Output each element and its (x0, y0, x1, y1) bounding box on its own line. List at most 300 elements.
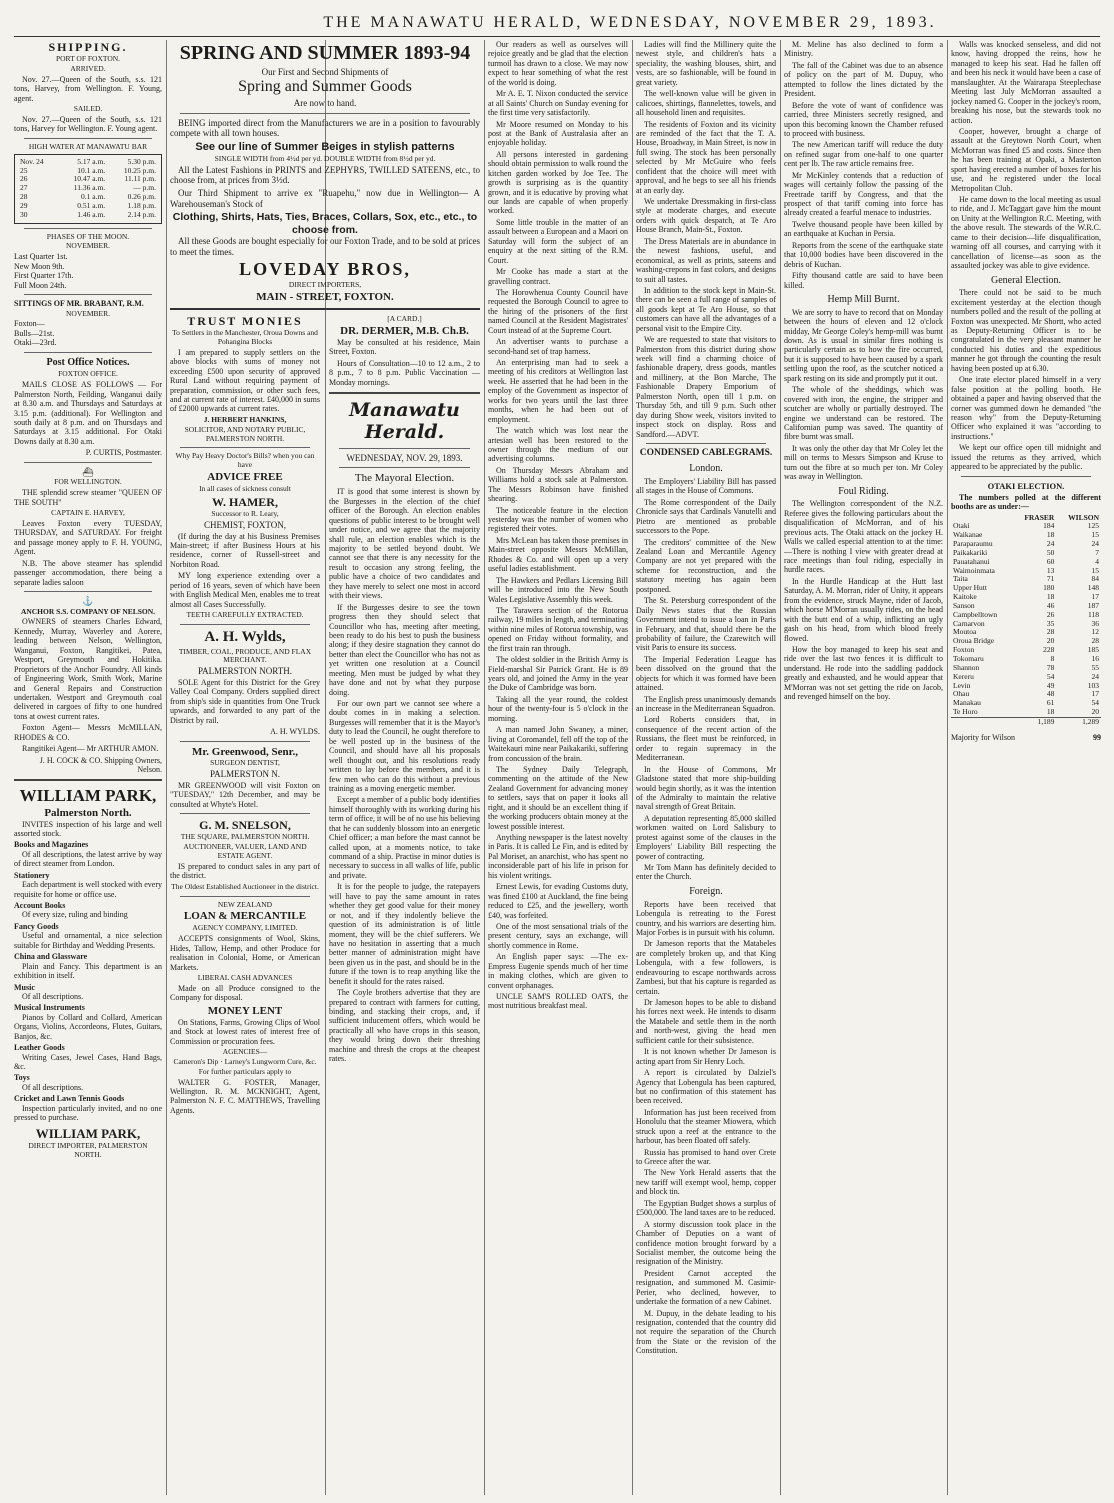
william-park-section-heading: Leather Goods (14, 1043, 65, 1053)
cablegram-paragraph: Mr Tom Mann has definitely decided to enter the Church. (636, 863, 776, 882)
otaki-booth: Foxton (953, 645, 975, 655)
william-park-section-heading: Account Books (14, 901, 66, 910)
william-park-section-text: Of every size, ruling and binding (22, 910, 128, 920)
tide-cell: 10.1 a.m. (77, 165, 106, 175)
liberal-heading: LIBERAL CASH ADVANCES (197, 973, 293, 983)
wellington-nb: N.B. The above steamer has splendid passenger accommodation, there being a separate ladies saloon (14, 558, 162, 587)
otaki-wilson: 28 (1091, 636, 1099, 646)
news-paragraph: The Horowhenua County Council have requested the Borough Council to agree to the hiring of the prisoners of the first named Council at the Resident Magistrates' Court instead of at the Supreme Court. (488, 287, 628, 335)
column-cablegrams (636, 40, 776, 1495)
otaki-booth: Tokomaru (953, 654, 984, 663)
otaki-row (951, 567, 1101, 576)
loveday-sub: DIRECT IMPORTERS, (288, 280, 362, 290)
cablegram-paragraph: Lord Roberts considers that, in consequence of the recent action of the Russians, the fleet must be reinforced, in order to regain supremacy in the Mediterranean. (636, 715, 776, 763)
editorial-paragraph: For our own part we cannot see where a doubt comes in in making a selection. Burgesses will remember that it is the Mayor's duty to lead the Council, he ought therefore to be well posted up in the business of the Council, and should have all his proposals well thought out, and his resolutions ready written to lay before the members, and it is few men who can do this without a previous training as a moving energetic member. (329, 699, 480, 793)
tide-row (18, 211, 158, 220)
otaki-booth: Otaki (953, 521, 970, 531)
spring-line3: Are now to hand. (293, 98, 357, 109)
otaki-booth: Pauatahanui (953, 556, 990, 566)
otaki-fraser: 35 (1046, 618, 1055, 628)
otaki-wilson: 36 (1091, 618, 1099, 628)
nz-heading: NEW ZEALAND (217, 899, 273, 909)
drapery-paragraph: We are requested to state that visitors to Palmerston from this district during show week will find a charming choice of fashionable drapery, dress goods, mantles and millinery, at the Bon Marche, The Fashionable Drapery Emporium of Palmerston North, open till 1 p.m. on Thursday 5th, and till 9 p.m. Such other day during Show week, visitors invited to inspect stock on display. Ross and Sandford.—ADVT. (636, 335, 776, 439)
drapery-paragraph: We undertake Dressmaking in first-class style at moderate charges, and execute orders with quick despatch, at Te Aro House Branch, Main-St., Foxton. (636, 197, 776, 235)
column-election (951, 40, 1101, 1495)
otaki-booth: Te Horo (953, 707, 978, 717)
news-paragraph: Reports from the scene of the earthquake state that 10,000 bodies have been discovered in the debris of Kuchan. (784, 240, 943, 269)
tide-cell: 1.46 a.m. (77, 209, 106, 219)
racing-paragraph: He came down to the local meeting as usual to ride, and J. McTaggart gave him the mount on Unity at the Wellington R.C. Meeting, with the above result. The stewards of the W.R.C. came to their decision—life disqualification, warning off all courses, and carrying with it cancellation of license—as soon as the assaulted jockey was able to give evidence. (951, 195, 1101, 271)
spring-clothing: Clothing, Shirts, Hats, Ties, Braces, Collars, Sox, etc., etc., to choose from. (172, 211, 478, 236)
otaki-totals-label (951, 717, 1013, 726)
trust-sign: J. HERBERT HANKINS, (203, 414, 287, 424)
trust-heading: TRUST MONIES (187, 314, 303, 328)
news-paragraph: On Thursday Messrs Abraham and Williams hold a stock sale at Palmerston. The Messrs Robinson have finished shearing. (488, 465, 628, 504)
snelson-role: AUCTIONEER, VALUER, LAND AND ESTATE AGENT. (183, 842, 307, 861)
foreign-paragraph: The New York Herald asserts that the new tariff will exempt wool, hemp, copper and block tin. (636, 1168, 776, 1197)
otaki-wilson: 103 (1087, 680, 1099, 690)
foreign-paragraph: President Carnot accepted the resignation, and summoned M. Casimir-Perier, who declined, however, to undertake the formation of a new Cabinet. (636, 1268, 776, 1307)
foreign-body (636, 900, 776, 1356)
column-rule (947, 40, 948, 1495)
foreign-paragraph: Information has just been received from Honolulu that the steamer Miowera, which struck upon a reef at the entrance to the harbour, has been floated off safely. (636, 1107, 776, 1146)
wellington-heading: FOR WELLINGTON. (54, 477, 122, 487)
news-paragraph: Mr McKinley contends that a reduction of wages will certainly follow the passing of the Freetrade tariff by Congress, and that the prospect of that tariff coming into force has already created a fearful menace to industries. (784, 170, 943, 218)
otaki-booth: Manakau (953, 698, 981, 708)
otaki-booth: Oroua Bridge (953, 636, 995, 646)
tide-table (14, 154, 162, 224)
editorial-body (329, 487, 480, 1063)
loan-sub: AGENCY COMPANY, LIMITED. (192, 923, 298, 933)
otaki-booth: Paikakariki (953, 547, 988, 557)
otaki-total-wilson: 1,289 (1082, 716, 1099, 726)
otaki-wilson: 118 (1088, 609, 1099, 619)
otaki-fraser: 18 (1046, 707, 1055, 717)
william-park-section-text: Useful and ornamental, a nice selection suitable for Birthday and Wedding Presents. (14, 931, 162, 950)
spring-title: SPRING AND SUMMER 1893-94 (179, 42, 471, 64)
money-heading: MONEY LENT (207, 1004, 283, 1017)
liberal-body: Made on all Produce consigned to the Company for disposal. (170, 983, 320, 1003)
column-news (784, 40, 943, 1495)
loan-heading: LOAN & MERCANTILE (183, 910, 307, 923)
otaki-wilson: 187 (1087, 600, 1099, 610)
otaki-fraser: 24 (1046, 539, 1055, 549)
otaki-wilson: 7 (1095, 547, 1099, 557)
hemp-paragraph: It was only the other day that Mr Coley let the mill on terms to Messrs Simpson and Kruse to turn out the fibre at so much per ton. Mr Coley was away in Wellington. (784, 443, 943, 482)
tide-cell: 0.1 a.m. (81, 192, 106, 202)
spring-body: BEING imported direct from the Manufacturers we are in a position to favourably compete with all town houses. (170, 117, 480, 139)
spring-widths: SINGLE WIDTH from 4½d per yd. DOUBLE WIDTH from 8½d per yd. (214, 153, 436, 163)
column-rule (632, 40, 633, 1495)
hamer-sub: Successor to R. Leary, (211, 509, 279, 519)
moon-list (14, 252, 162, 290)
william-park-section-text: Each department is well stocked with every requisite for home or office use. (14, 880, 162, 899)
otaki-booth: Paraparaumu (953, 539, 993, 549)
trust-intro: To Settlers in the Manchester, Oroua Downs and Pohangina Blocks (172, 328, 318, 346)
otaki-fraser: 18 (1046, 530, 1055, 540)
general-election-paragraph: We kept our office open till midnight and issued the returns as they arrived, which appeared to be appreciated by the public. (951, 443, 1101, 472)
tide-cell: 1.18 p.m. (127, 200, 156, 210)
hamer-body: (If during the day at his Business Premises Main-street; if after Business Hours at his residence, corner of Russell-street and Norbiton Road. (170, 531, 320, 569)
william-park-section-text: Writing Cases, Jewel Cases, Hand Bags, &c. (14, 1052, 162, 1071)
snelson-foot: The Oldest Established Auctioneer in the district. (171, 881, 319, 891)
tide-cell: 0.51 a.m. (77, 200, 106, 210)
spring-fashions: All the Latest Fashions in PRINTS and ZEPHYRS, TWILLED SATEENS, etc., to choose from, at prices from 3½d. (170, 164, 480, 186)
sailed-label: SAILED. (73, 104, 103, 114)
foreign-paragraph: Dr Jameson hopes to be able to disband his forces next week. He intends to disarm the Matabele and settle them in the north and north-west, giving the head men sufficient cattle for their subsistence. (636, 998, 776, 1045)
cablegrams-place: London. (689, 463, 723, 475)
anchor-text: OWNERS of steamers Charles Edward, Kennedy, Murray, Waverley and Aorere, leading between Nelson, Wellington, Wanganui, Foxton, Rangitikei, Patea, Westport, Greymouth and Hokitika. Proprietors of the Anchor Foundry. All kinds of Engineering Work, Smith Work, Marine and General Repairs and Construction undertaken. Westport and Greymouth coal delivered in cargoes of fifty to one hundred tons at owest current rates. (14, 617, 162, 721)
otaki-wilson: 185 (1087, 645, 1099, 655)
cablegram-paragraph: A deputation representing 85,000 skilled workmen waited on Lord Salisbury to protest against some of the clauses in the Employers' Liability Bill respecting the power of contracting. (636, 813, 776, 861)
otaki-booth: Kereru (953, 671, 974, 681)
general-election-heading: General Election. (991, 274, 1061, 286)
spring-line2: Spring and Summer Goods (238, 78, 412, 96)
foul-riding-paragraph: In the Hurdle Handicap at the Hutt last Saturday, A. M. Morran, rider of Unity, it appears from the evidence, struck Mayne, rider of Jacob, which horse M'Morran usually rides, on the head with the butt end of a whip, inflicting an ugly gash on his head, from which blood freely flowed. (784, 576, 943, 643)
otaki-fraser: 228 (1043, 645, 1055, 655)
column-rule (780, 40, 781, 1495)
doctor-hours: Hours of Consultation—10 to 12 a.m., 2 to 8 p.m., 7 to 8 p.m. Public Vaccination — Monday mornings. (329, 358, 480, 387)
snelson-address: THE SQUARE, PALMERSTON NORTH. (180, 832, 310, 842)
wylds-body: SOLE Agent for this District for the Grey Valley Coal Company. Orders supplied direct from ship's side in quantities from One Truck upwards, and forwarded to any part of the District by rail. (170, 677, 320, 725)
moon-phase: Last Quarter 1st. (14, 252, 68, 262)
william-park-sections (14, 840, 162, 1122)
otaki-fraser: 49 (1046, 680, 1055, 690)
post-office-heading: Post Office Notices. (46, 356, 130, 368)
cablegram-paragraph: The Rome correspondent of the Daily Chronicle says that Cardinals Vanutelli and Pietro are mentioned as probable successors to the Pope. (636, 497, 776, 536)
dentist-body: MY long experience extending over a period of 16 years, seven of which have been with English Medical Men, enables me to treat almost all Cases Successfully. (170, 571, 320, 609)
wylds-sign: A. H. WYLDS. (270, 727, 320, 737)
william-park-section-heading: Stationery (14, 870, 50, 880)
card-label: [A CARD.] (387, 314, 422, 323)
william-park-section-text: Of all descriptions. (22, 991, 84, 1001)
editorial-paragraph: Except a member of a public body identifies himself thoroughly with its working during his term of office, it will be of no use his believing that he can suddenly blossom into an energetic Chief officer; a man before the mast cannot be called upon, at a moments notice, to take command of a ship. Practise in minor duties is necessary to success in all walks of life, public and private. (329, 795, 480, 880)
advice-heading: ADVICE FREE (207, 471, 283, 484)
wellington-leaves: Leaves Foxton every TUESDAY, THURSDAY, and SATURDAY. For freight and passage money apply to F. H. YOUNG, Agent. (14, 518, 162, 557)
otaki-total-fraser: 1,189 (1037, 716, 1055, 726)
moon-heading: PHASES OF THE MOON. (46, 231, 130, 241)
news-paragraph: UNCLE SAM'S ROLLED OATS, the most nutritious breakfast meal. (488, 992, 628, 1011)
cablegram-paragraph: The creditors' committee of the New Zealand Loan and Mercantile Agency Company are not yet prepared with the scheme for reconstruction, and the statutory meeting has again been postponed. (636, 537, 776, 594)
news-paragraph: A man named John Swaney, a miner, living at Coromandel, fell off the top of the Waitekauri mine near Paikakariki, suffering from concussion of the brain. (488, 725, 628, 763)
news-paragraph: An enterprising man had to seek a meeting of his creditors at Wellington last week. He asserted that he had been in the employ of the Government as inspector of works for two years until the last three months, when he had been out of employment. (488, 358, 628, 424)
tide-heading: HIGH WATER AT MANAWATU BAR (28, 141, 148, 151)
greenwood-role: SURGEON DENTIST, (210, 758, 280, 768)
william-park-section-text: Of all descriptions, the latest arrive by way of direct steamer from London. (14, 849, 162, 869)
news-paragraph: Mr Moore resumed on Monday to his post at the Bank of Australasia after an enjoyable holiday. (488, 119, 628, 148)
otaki-fraser: 60 (1046, 556, 1055, 566)
hamer-role: CHEMIST, FOXTON, (204, 519, 286, 530)
moon-phase: First Quarter 17th. (14, 271, 74, 281)
column-editorial (329, 314, 480, 1495)
news-paragraph: All persons interested in gardening should obtain permission to walk round the kitchen garden worked by Joe Tee. The growth is surprising as is the quantity grown, and it is educative by proving what our lands are capable of when properly worked. (488, 149, 628, 216)
otaki-heading: OTAKI ELECTION. (987, 480, 1065, 491)
otaki-totals (951, 717, 1101, 726)
foul-riding-paragraph: How the boy managed to keep his seat and ride over the last two fences it is difficult to understand. He rode into the saddling paddock greatly and exhausted, and he would appear that M'Morran was not set getting the ride on Jacob, and revenged himself on the boy. (784, 644, 943, 702)
hamer-name: W. HAMER, (212, 494, 278, 509)
hemp-body (784, 308, 943, 482)
otaki-fraser: 28 (1046, 627, 1055, 637)
anchor-icon: ⚓ (82, 596, 94, 607)
drapery-paragraph: The well-known value will be given in calicoes, shirtings, flannelettes, towels, and all household linen and requisites. (636, 89, 776, 118)
drapery-paragraph: The residents of Foxton and its vicinity are reminded of the fact that the T. A. House, Broadway, in Main Street, is now in full swing. The stock has been personally selected by Mr McGuire who feels confident that the choice will meet with approval, and he begs to see all his friends at an early day. (636, 119, 776, 195)
spring-all-goods: All these Goods are bought especially for our Foxton Trade, and to be sold at prices to meet the times. (170, 235, 480, 257)
william-park-footer-name: WILLIAM PARK, (35, 1125, 141, 1141)
otaki-intro: The numbers polled at the different booths are as under:— (951, 492, 1101, 512)
william-park-section-heading: Music (14, 982, 35, 992)
greenwood-body: MR GREENWOOD will visit Foxton on "TUESDAY," 12th December, and may be consulted at Whyte's Hotel. (170, 780, 320, 809)
otaki-fraser: 71 (1046, 574, 1055, 584)
otaki-col-fraser: FRASER (1024, 512, 1055, 522)
cablegram-paragraph: The English press unanimously demands an increase in the Mediterranean Squadron. (636, 694, 776, 713)
hemp-paragraph: We are sorry to have to record that on Monday between the hours of eleven and 12 o'clock midday, Mr George Coley's hemp-mill was burnt down. As is usual in similar fires nothing is particularly certain as to how the fire occurred, but it is supposed to have been caused by a spark settling upon the roof, as the scutcher noticed a spark resting on its side and promptly put it out. (784, 307, 943, 383)
news-paragraph: The Sydney Daily Telegraph, commenting on the attitude of the New Zealand Government for advancing money to settlers, says that on paper it looks all right, and it should be an excellent thing if the working producers obtain money at the lowest possible interest. (488, 764, 628, 831)
doctor-name: DR. DERMER, M.B. Ch.B. (340, 324, 469, 337)
cablegram-paragraph: In the House of Commons, Mr Gladstone stated that more ship-building would begin shortly, as it was the intention of the Admiralty to maintain the relative naval strength of Great Britain. (636, 764, 776, 812)
column-local-news (488, 40, 628, 1495)
doctor-body: May be consulted at his residence, Main Street, Foxton. (329, 337, 480, 357)
william-park-section-heading: Musical Instruments (14, 1003, 85, 1013)
news-paragraph: An advertiser wants to purchase a second-hand set of trap harness. (488, 337, 628, 356)
column-rule (484, 40, 485, 1495)
money-body: On Stations, Farms, Growing Clips of Wool and Stock at lowest rates of interest free of Commission or procuration fees. (170, 1017, 320, 1046)
otaki-booth: Levin (953, 680, 971, 690)
tide-cell: 10.47 a.m. (73, 174, 106, 184)
otaki-fraser: 13 (1046, 565, 1055, 575)
post-office-sub: FOXTON OFFICE. (58, 369, 118, 379)
news-body (784, 40, 943, 290)
drapery-paragraph: Ladies will find the Millinery quite the newest style, and children's hats a speciality, the washing blouses, shirt, and vests, are so fashionable, will be found in great variety. (636, 40, 776, 87)
wellington-captain: CAPTAIN E. HARVEY, (51, 508, 125, 518)
local-news-body (488, 40, 628, 1011)
news-paragraph: Anything newspaper is the latest novelty in Paris. It is called Le Fin, and is edited by Pal Moriset, an anarchist, who has spent no inconsiderable part of his life in prison for his violent writings. (488, 833, 628, 880)
otaki-fraser: 50 (1046, 547, 1055, 557)
william-park-section-heading: Cricket and Lawn Tennis Goods (14, 1094, 125, 1104)
sittings-month: NOVEMBER. (66, 308, 110, 318)
tide-cell: — p.m. (133, 183, 156, 193)
otaki-wilson: 15 (1091, 530, 1099, 540)
column-rule (166, 40, 167, 1495)
tide-cell: 27 (20, 183, 28, 193)
snelson-name: G. M. SNELSON, (199, 818, 291, 833)
otaki-majority (951, 733, 1101, 742)
cablegram-paragraph: The St. Petersburg correspondent of the Daily News states that the Russian Government intend to issue a loan in Paris in February, and that, should there be the probability of failure, the Czarewitch will visit Paris to ensure its success. (636, 596, 776, 653)
column-shipping (14, 40, 162, 1495)
otaki-fraser: 54 (1046, 671, 1055, 681)
otaki-row (951, 708, 1101, 717)
william-park-intro: INVITES inspection of his large and well assorted stock. (14, 819, 162, 838)
otaki-fraser: 26 (1046, 609, 1055, 619)
majority-value: 99 (1093, 732, 1101, 742)
otaki-wilson: 148 (1087, 583, 1099, 593)
otaki-fraser: 180 (1043, 583, 1055, 593)
post-office-sign: P. CURTIS, Postmaster. (85, 448, 162, 458)
otaki-fraser: 78 (1046, 662, 1055, 672)
anchor-agents: Foxton Agent— Messrs McMILLAN, RHODES & CO. (14, 723, 162, 742)
cablegram-paragraph: The Imperial Federation League has been dissolved on the ground that the objects for which it was formed have been attained. (636, 654, 776, 693)
sittings-heading: SITTINGS OF MR. BRABANT, R.M. (14, 299, 144, 309)
otaki-booth: Upper Hutt (953, 583, 987, 593)
otaki-results-table (951, 514, 1101, 727)
otaki-booth: Ohau (953, 689, 970, 699)
otaki-wilson: 17 (1091, 592, 1099, 602)
otaki-fraser: 20 (1046, 636, 1055, 646)
otaki-booth: Taita (953, 574, 968, 584)
cablegrams-heading: CONDENSED CABLEGRAMS. (639, 447, 773, 458)
william-park-section-text: Inspection particularly invited, and no one pressed to purchase. (14, 1103, 162, 1123)
otaki-wilson: 17 (1091, 689, 1099, 699)
news-paragraph: Some little trouble in the matter of an assault between a European and a Maori on Saturday will form the subject of an enquiry at the next sitting of the R.M. Court. (488, 217, 628, 265)
otaki-booth: Sanson (953, 600, 975, 610)
foreign-paragraph: Russia has promised to hand over Crete to Greece after the war. (636, 1147, 776, 1167)
otaki-booth: Kaitoke (953, 592, 977, 602)
tide-cell: 30 (20, 209, 28, 219)
loveday-address: MAIN - STREET, FOXTON. (256, 291, 394, 304)
cablegrams-body (636, 477, 776, 882)
news-paragraph: Mr A. E. T. Nixon conducted the service at all Saints' Church on Sunday evening for the first time very satisfactorily. (488, 89, 628, 118)
william-park-section-text: Plain and Fancy. This department is an exhibition in itself. (14, 961, 162, 981)
news-paragraph: The watch which was lost near the artesian well has been restored to the owner through the medium of our advertising columns. (488, 426, 628, 464)
otaki-booth: Shannon (953, 662, 980, 672)
news-paragraph: The fall of the Cabinet was due to an absence of policy on the part of M. Dupuy, who attempted to follow the lines dictated by the President. (784, 60, 943, 99)
william-park-title: WILLIAM PARK, (19, 786, 157, 806)
news-paragraph: Fifty thousand cattle are said to have been killed. (784, 271, 943, 290)
otaki-wilson: 12 (1091, 627, 1099, 637)
editorial-title: The Mayoral Election. (354, 472, 455, 485)
foreign-paragraph: The Egyptian Budget shows a surplus of £500,000. The land taxes are to be reduced. (636, 1198, 776, 1218)
moon-phase: Full Moon 24th. (14, 280, 67, 290)
otaki-wilson: 20 (1091, 707, 1099, 717)
top-rule (14, 36, 1100, 37)
editorial-paragraph: The Coyle brothers advertise that they are prepared to contract with farmers for cutting, binding, and stacking their crops, and, if sufficient inducement offers, which would be practically all who have crops in this season, they would bring down their threshing machine and thresh the crops at the cheapest rates. (329, 988, 480, 1064)
racing-paragraph: Walls was knocked senseless, and did not know, having dropped the reins, how he managed to keep his seat. Had he fallen off and been his neck it would have been a case of manslaughter. At the Wairarapa Steeplechase Meeting last July McMorran assaulted a jockey named G. Cooper in the jockey's room, breaking his nose, but the stewards took no action. (951, 40, 1101, 125)
william-park-footer-sub: DIRECT IMPORTER, PALMERSTON NORTH. (28, 1140, 148, 1159)
post-office-text: MAILS CLOSE AS FOLLOWS — For Palmerston North, Feilding, Wanganui daily at 8.30 a.m. and Thursdays and Saturdays at 3.15 p.m. (additional). For Wellington and south daily at 8 p.m. and on Thursdays and Saturdays at 3.15 additional. For Otaki Downs daily at 8.30 a.m. (14, 380, 162, 446)
news-paragraph: The new American tariff will reduce the duty on refined sugar from one-half to one quarter cent per lb. The raw article remains free. (784, 140, 943, 169)
william-park-section-heading: Fancy Goods (14, 921, 59, 931)
william-park-section-heading: Toys (14, 1073, 30, 1083)
further-heading: For further particulars apply to (198, 1066, 292, 1076)
otaki-fraser: 61 (1046, 698, 1055, 708)
tide-cell: 5.30 p.m. (127, 156, 156, 166)
news-paragraph: Twelve thousand people have been killed by an earthquake at Kuchan in Persia. (784, 219, 943, 239)
otaki-fraser: 18 (1046, 592, 1055, 602)
otaki-row (951, 682, 1101, 691)
spring-summer-ad (170, 40, 480, 310)
news-paragraph: Our readers as well as ourselves will rejoice greatly and be glad that the election turmoil has drawn to a close. We may now expect to hear something of what the rest of the world is doing. (488, 40, 628, 87)
otaki-booth: Carnarvon (953, 618, 985, 628)
foreign-paragraph: A report is circulated by Dalziel's Agency that Lobengula has been captured, but no confirmation of this statement has been received. (636, 1068, 776, 1106)
trust-sign2: SOLICITOR, AND NOTARY PUBLIC, PALMERSTON NORTH. (184, 424, 306, 443)
editorial-paragraph: It is for the people to judge, the ratepayers will have to pay the same amount in rates whether they get good value for their money or not, and if they indolently believe the question of its administration is of little moment, they will be the chief sufferers. We have no hesitation in asserting that a much better manner of administration might have been given us in the past, and should be in the future if the town is to reap anything like the benefit it should for the rates raised. (329, 882, 480, 986)
greenwood-name: Mr. Greenwood, Senr., (192, 745, 298, 758)
news-paragraph: Mrs McLean has taken those premises in Main-street opposite Messrs McMillan, Rhodes & Co. and will open up a very useful ladies establishment. (488, 535, 628, 574)
advice-sub: In all cases of sickness consult (199, 484, 291, 494)
editorial-paragraph: If the Burgesses desire to see the town progress then they should select that Councillor who has, meeting after meeting, been ready to do his best to push the business along; if they desire stagnation they cannot do better than elect the Councillor who has not as yet written one resolution at a Council meeting. Men must be judged by what they have done and not by what they purpose doing. (329, 602, 480, 697)
william-park-sub: Palmerston North. (44, 806, 132, 819)
general-election-paragraph: There could not be said to be much excitement yesterday at the election though numbers polled and the result of the polling at Foxton was unexpected. Mr Shortt, who acted as Deputy-Returning Officer is to be congratulated in the very pleasant manner he conducted his duties and the expeditious manner he got through the counting the result having been posted up at 6.30. (951, 288, 1101, 373)
spring-line1: Our First and Second Shipments of (261, 66, 389, 77)
sailed-text: Nov. 27.—Queen of the South, s.s. 121 tons, Harvey for Wellington. F. Young agent. (14, 115, 162, 134)
wellington-text: THE splendid screw steamer "QUEEN OF THE SOUTH" (14, 488, 162, 507)
further-names: WALTER G. FOSTER, Manager, Wellington. R. M. MCKNIGHT, Agent, Palmerston N. F. C. MATTHEWS, Travelling Agents. (170, 1077, 320, 1115)
otaki-fraser: 46 (1046, 600, 1055, 610)
paper-name: Manawatu Herald. (349, 399, 460, 444)
otaki-wilson: 24 (1091, 539, 1099, 549)
tide-cell: 11.36 a.m. (73, 183, 106, 193)
shipping-heading: SHIPPING. (48, 40, 128, 54)
agencies-heading: AGENCIES— (222, 1047, 268, 1057)
foreign-paragraph: Dr Jameson reports that the Matabeles are completely broken up, and that King Lobengula, with a few followers, is endeavouring to escape northwards across Zambesi, but that his capture is regarded as certain. (636, 939, 776, 996)
loveday-firm: LOVEDAY BROS, (239, 259, 411, 280)
drapery-notices (636, 40, 776, 439)
news-paragraph: The oldest soldier in the British Army is Field-marshal Sir Patrick Grant. He is 89 years old, and joined the Army in the year the Duke of Cambridge was born. (488, 655, 628, 693)
news-paragraph: Taking all the year round, the coldest hour of the twenty-four is 5 o'clock in the morning. (488, 694, 628, 723)
otaki-booth: Waimoinmata (953, 565, 995, 575)
tide-cell: 5.17 a.m. (77, 156, 106, 166)
otaki-booth: Waikanae (953, 530, 983, 540)
news-paragraph: One of the most sensational trials of the present century, says an exchange, will shortly commence in Rome. (488, 921, 628, 950)
hemp-paragraph: The whole of the sheddings, which was covered with iron, the engine, the stripper and scutcher are wholly or partially destroyed. The engine we understand can be restored. The Californian pump was saved. The quantity of fibre burnt was small. (784, 385, 943, 442)
otaki-fraser: 8 (1050, 654, 1055, 663)
masthead: THE MANAWATU HERALD, WEDNESDAY, NOVEMBER 29, 1893. (323, 14, 937, 31)
tide-cell: 10.25 p.m. (123, 165, 156, 175)
tide-cell: 29 (20, 200, 28, 210)
otaki-booth: Moutoa (953, 627, 977, 637)
foul-body (784, 499, 943, 701)
racing-paragraph: Cooper, however, brought a charge of assault at the Greytown North Court, when McMorran was fined £5 and costs. Since then he has been training at Opaki, a Masterton sport having erected a number of boxes for his use, and he registered under the local Metropolitan Club. (951, 126, 1101, 193)
news-paragraph: Before the vote of want of confidence was carried, three Ministers secretly resigned, and upon this becoming known the Chamber refused to proceed with business. (784, 100, 943, 138)
foreign-paragraph: Reports have been received that Lobengula is retreating to the Forest country, and his warriors are deserting him. Major Forbes is in pursuit with his column. (636, 899, 776, 937)
hemp-heading: Hemp Mill Burnt. (827, 293, 900, 305)
sitting-item: Bulls—21st. (14, 328, 55, 338)
foreign-paragraph: A stormy discussion took place in the Chamber of Deputies on a want of confidence motion brought forward by a Socialist member, the outcome being the resignation of the Ministry. (636, 1219, 776, 1267)
otaki-wilson: 4 (1095, 556, 1099, 566)
wylds-town: PALMERSTON NORTH. (198, 666, 292, 677)
arrived-label: ARRIVED. (70, 64, 106, 73)
cablegram-paragraph: The Employers' Liability Bill has passed all stages in the House of Commons. (636, 476, 776, 496)
column-ads-2 (170, 314, 320, 1495)
tide-cell: 11.11 p.m. (124, 174, 156, 184)
trust-body: I am prepared to supply settlers on the above blocks with sums of money not exceeding £500 upon security of approved Rural Land without requiring payment of preparation, commission, or other such fees, and at current rate of interest. £40,000 in sums of £2000 upwards at current rates. (170, 347, 320, 414)
sittings-list (14, 319, 162, 347)
otaki-row (951, 673, 1101, 682)
otaki-wilson: 125 (1087, 521, 1099, 531)
william-park-section-heading: Books and Magazines (14, 840, 89, 850)
sitting-item: Foxton— (14, 319, 45, 329)
anchor-agent2: Rangitikei Agent— Mr ARTHUR AMON. (22, 744, 159, 754)
otaki-col-wilson: WILSON (1068, 512, 1099, 522)
otaki-wilson: 24 (1091, 671, 1099, 681)
foul-riding-paragraph: The Wellington correspondent of the N.Z. Referee gives the following particulars about the disqualification of McMorran, and of his previous acts. The Otaki attack on the jockey H. Walls we called especial attention to at the time:—There is nothing I view with greater dread at race meetings than foul riding, especially in hurdle races. (784, 499, 943, 575)
paper-date: WEDNESDAY, NOV. 29, 1893. (346, 452, 463, 463)
racing-body (951, 40, 1101, 271)
william-park-section-heading: China and Glassware (14, 952, 88, 962)
foreign-paragraph: M. Dupuy, in the debate leading to his resignation, contended that the country did not require the separation of the Church from the State or the revision of the Constitution. (636, 1308, 776, 1356)
loan-body: ACCEPTS consignments of Wool, Skins, Hides, Tallow, Hemp, and other Produce for realisation in Colonial, Home, or American Markets. (170, 934, 320, 972)
steamer-icon: ⛴ (82, 466, 94, 477)
news-paragraph: Mr Cooke has made a start at the gravelling contract. (488, 267, 628, 286)
otaki-fraser: 184 (1043, 521, 1055, 531)
tide-cell: 2.14 p.m. (127, 209, 156, 219)
editorial-paragraph: IT is good that some interest is shown by the Burgesses in the election of the chief officer of the Borough. An election enables questions of public interest to be brought well under notice, and we agree that the majority shall rule, an election enables which is the majority to be settled beyond doubt. We cannot see that there is any necessity for the result to occasion any strong feeling, the public have a choice of two candidates and they have merely to select one most in accord with their views. (329, 487, 480, 601)
otaki-wilson: 55 (1091, 662, 1099, 672)
spring-beiges: See our line of Summer Beiges in stylish patterns (195, 140, 455, 153)
tide-cell: 25 (20, 165, 28, 175)
snelson-body: IS prepared to conduct sales in any part of the district. (170, 861, 320, 881)
greenwood-town: PALMERSTON N. (209, 769, 281, 780)
agencies-list: Cameron's Dip · Larney's Lungworm Cure, &c. (173, 1056, 317, 1066)
